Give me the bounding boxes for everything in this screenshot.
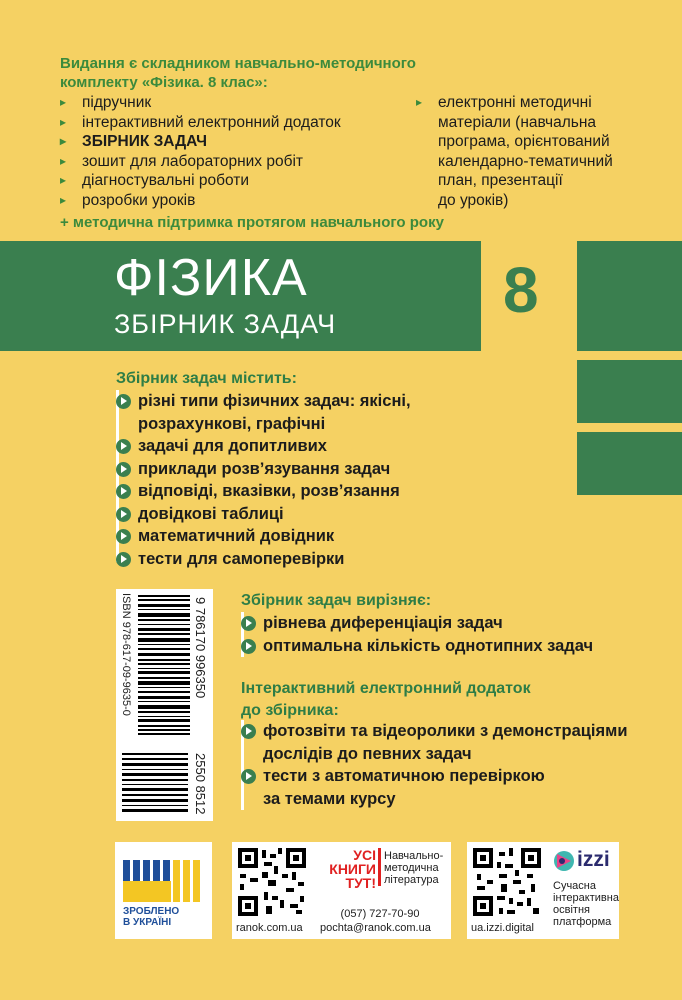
- features-list: [241, 612, 671, 657]
- kit-right-line: матеріали (навчальна: [438, 113, 597, 131]
- ranok-tagline: [384, 850, 450, 886]
- izzi-tagline-line: освітня: [553, 904, 590, 916]
- book-subtitle: ЗБІРНИК ЗАДАЧ: [114, 309, 337, 339]
- contents-heading: Збірник задач містить:: [116, 370, 297, 387]
- izzi-site-link[interactable]: ua.izzi.digital: [471, 922, 534, 934]
- made-in-ukraine-badge: [115, 842, 212, 939]
- kit-right-line: план, презентації: [438, 172, 563, 189]
- contents-item: [116, 480, 556, 503]
- promo-text: [310, 848, 376, 890]
- play-bullet-icon: [241, 769, 256, 784]
- contents-item-line: відповіді, вказівки, розв’язання: [138, 482, 400, 500]
- barcode-addon-bars-icon: [122, 753, 188, 813]
- barcode-bars-icon: [138, 595, 190, 735]
- contents-item: [116, 458, 556, 481]
- kit-right-line: програма, орієнтований: [438, 133, 610, 150]
- kit-item: ▸ зошит для лабораторних робіт: [60, 152, 420, 172]
- kit-right-line: до уроків): [438, 191, 509, 209]
- addon-code-text: 2550 8512: [193, 753, 208, 815]
- kit-item: ▸ розробки уроків: [60, 191, 420, 211]
- ranok-qr-code-icon[interactable]: [238, 848, 306, 916]
- addon-item-line: фотозвіти та відеоролики з демонстраціями: [263, 722, 628, 740]
- play-bullet-icon: [116, 507, 131, 522]
- addon-item: [241, 765, 671, 810]
- play-bullet-icon: [116, 394, 131, 409]
- kit-list: [60, 93, 423, 210]
- contents-item: [116, 390, 556, 435]
- kit-right-line: електронні методичні: [438, 94, 592, 111]
- promo-line: УСІ: [353, 847, 376, 863]
- play-bullet-icon: [241, 724, 256, 739]
- support-note: + методична підтримка протягом навчального року: [60, 214, 444, 231]
- ranok-email-link[interactable]: pochta@ranok.com.ua: [320, 922, 431, 934]
- tagline-line: Навчально-: [384, 850, 444, 862]
- play-bullet-icon: [116, 529, 131, 544]
- features-item: [241, 612, 671, 635]
- isbn-text: ISBN 978-617-09-9635-0: [120, 593, 132, 716]
- addon-item-line: тести з автоматичною перевіркою: [263, 767, 545, 785]
- addon-heading: [241, 678, 531, 722]
- made-line: ЗРОБЛЕНО: [123, 906, 180, 917]
- tagline-line: методична: [384, 862, 439, 874]
- features-item-text: оптимальна кількість однотипних задач: [263, 636, 594, 655]
- arrow-icon: ▸: [416, 95, 423, 109]
- contents-item-line: розрахункові, графічні: [138, 414, 326, 433]
- izzi-tagline-line: платформа: [553, 916, 612, 928]
- addon-heading-line: Інтерактивний електронний додаток: [241, 680, 531, 697]
- addon-item-line: дослідів до певних задач: [263, 744, 472, 763]
- ranok-panel: [232, 842, 451, 939]
- made-in-ukraine-text: [123, 906, 179, 928]
- kit-item: ▸ ЗБІРНИК ЗАДАЧ: [60, 132, 420, 152]
- play-bullet-icon: [116, 552, 131, 567]
- promo-line: ТУТ!: [345, 875, 376, 891]
- kit-intro-line-1: Видання є складником навчально-методичного: [60, 55, 416, 72]
- kit-item-electronic: [416, 93, 666, 210]
- ranok-phone: (057) 727-70-90: [340, 908, 420, 920]
- addon-heading-line: до збірника:: [241, 702, 339, 719]
- izzi-tagline: [553, 880, 619, 928]
- contents-item-line: задачі для допитливих: [138, 437, 327, 455]
- addon-list: [241, 720, 671, 810]
- kit-intro-line-2: комплекту «Фізика. 8 клас»:: [60, 74, 268, 91]
- contents-item: [116, 548, 556, 571]
- contents-item-line: різні типи фізичних задач: якісні,: [138, 392, 411, 410]
- tagline-line: література: [384, 874, 439, 886]
- contents-item-line: довідкові таблиці: [138, 504, 284, 523]
- izzi-tagline-line: інтерактивна: [553, 892, 619, 904]
- green-block: [577, 241, 682, 351]
- features-item: [241, 635, 671, 658]
- green-block: [577, 360, 682, 423]
- ean-text: 9 786170 996350: [193, 597, 208, 699]
- contents-list: [116, 390, 556, 570]
- izzi-qr-code-icon[interactable]: [473, 848, 541, 916]
- kit-intro: [60, 54, 500, 92]
- contents-item: [116, 525, 556, 548]
- contents-item: [116, 435, 556, 458]
- barcode: [116, 589, 213, 821]
- izzi-brand: izzi: [577, 848, 610, 871]
- play-bullet-icon: [116, 484, 131, 499]
- contents-item-line: математичний довідник: [138, 527, 335, 545]
- kit-item: ▸ інтерактивний електронний додаток: [60, 113, 420, 133]
- made-line: В УКРАЇНІ: [123, 917, 172, 928]
- play-bullet-icon: [116, 439, 131, 454]
- contents-item-line: приклади розв’язування задач: [138, 459, 391, 478]
- promo-divider: [378, 848, 381, 886]
- contents-item-line: тести для самоперевірки: [138, 549, 345, 568]
- grade-number: 8: [503, 254, 539, 326]
- ranok-site-link[interactable]: ranok.com.ua: [236, 922, 303, 934]
- kit-item: ▸ діагностувальні роботи: [60, 171, 420, 191]
- contents-item: [116, 503, 556, 526]
- izzi-panel: [467, 842, 619, 939]
- promo-line: КНИГИ: [329, 861, 376, 877]
- kit-right-line: календарно-тематичний: [438, 152, 613, 170]
- kit-item: ▸ підручник: [60, 93, 420, 113]
- green-block: [577, 432, 682, 495]
- play-bullet-icon: [241, 639, 256, 654]
- izzi-play-logo-icon: [553, 850, 575, 872]
- features-item-text: рівнева диференціація задач: [263, 614, 503, 632]
- play-bullet-icon: [116, 462, 131, 477]
- ukraine-stripes-icon: [123, 860, 203, 902]
- play-bullet-icon: [241, 616, 256, 631]
- addon-item: [241, 720, 671, 765]
- features-heading: Збірник задач вирізняє:: [241, 592, 432, 609]
- addon-item-line: за темами курсу: [263, 789, 396, 808]
- izzi-tagline-line: Сучасна: [553, 880, 596, 892]
- book-title: ФІЗИКА: [114, 249, 308, 307]
